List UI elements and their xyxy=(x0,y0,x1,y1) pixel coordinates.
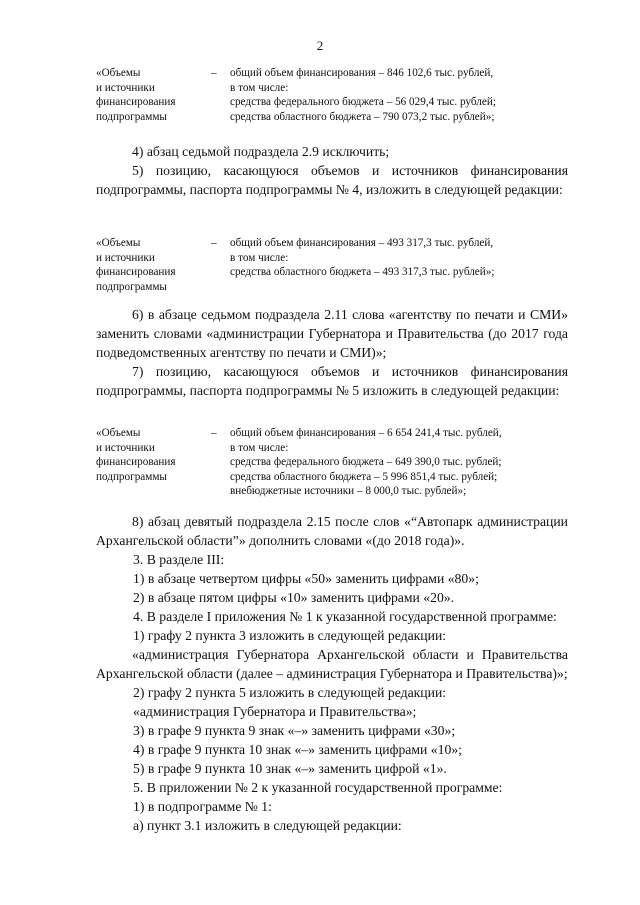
passport-values xyxy=(230,66,570,124)
list-item: 5. В приложении № 2 к указанной государственной программе: xyxy=(133,780,503,795)
paragraph: 6) в абзаце седьмом подраздела 2.11 слова «агентству по печати и СМИ» заменить словами «администрации Губернатора и Правительства (до 2017 года подведомственных агентству по печати и СМИ)»; xyxy=(96,307,568,360)
passport-value-line: общий объем финансирования – 6 654 241,4 тыс. рублей, xyxy=(230,427,502,439)
text-block-2 xyxy=(96,305,568,400)
passport-label-line: финансирования xyxy=(96,266,176,279)
paragraph: 5) позицию, касающуюся объемов и источников финансирования подпрограммы, паспорта подпрограммы № 4, изложить в следующей редакции: xyxy=(96,163,568,197)
passport-value-line: средства федерального бюджета – 649 390,0 тыс. рублей; xyxy=(230,456,502,469)
passport-label-line: «Объемы xyxy=(96,67,141,79)
quote-paragraph: «администрация Губернатора Архангельской области и Правительства Архангельской области (далее – администрация Губернатора и Правительства)»; xyxy=(96,647,568,681)
list-item: 3) в графе 9 пункта 9 знак «–» заменить цифрами «30»; xyxy=(133,723,456,738)
passport-value-line: общий объем финансирования – 493 317,3 тыс. рублей, xyxy=(230,237,494,249)
passport-block-1 xyxy=(96,66,566,126)
passport-value-line: общий объем финансирования – 846 102,6 тыс. рублей, xyxy=(230,67,494,79)
passport-label-line: финансирования xyxy=(96,96,176,109)
passport-values xyxy=(230,236,570,280)
passport-values xyxy=(230,426,570,499)
list-item: «администрация Губернатора и Правительства»; xyxy=(133,704,417,719)
passport-label-line: и источники xyxy=(96,441,155,454)
passport-dash: – xyxy=(211,67,217,79)
list-item: а) пункт 3.1 изложить в следующей редакции: xyxy=(133,818,402,833)
passport-label-line: подпрограммы xyxy=(96,470,167,483)
passport-value-line: средства областного бюджета – 790 073,2 тыс. рублей»; xyxy=(230,110,495,123)
passport-value-line: средства областного бюджета – 5 996 851,4 тыс. рублей; xyxy=(230,470,498,483)
text-block-3 xyxy=(96,512,568,835)
passport-value-line: в том числе: xyxy=(230,251,289,264)
passport-label-line: подпрограммы xyxy=(96,280,167,293)
page-number: 2 xyxy=(316,38,324,53)
passport-value-line: средства федерального бюджета – 56 029,4 тыс. рублей; xyxy=(230,96,496,109)
passport-label xyxy=(96,66,216,124)
list-item: 2) в абзаце пятом цифры «10» заменить цифрами «20». xyxy=(133,590,455,605)
passport-label-line: и источники xyxy=(96,81,155,94)
paragraph: 7) позицию, касающуюся объемов и источников финансирования подпрограммы, паспорта подпрограммы № 5 изложить в следующей редакции: xyxy=(96,364,568,398)
passport-label xyxy=(96,426,216,484)
passport-dash: – xyxy=(211,237,217,249)
passport-label-line: и источники xyxy=(96,251,155,264)
passport-value-line: внебюджетные источники – 8 000,0 тыс. рублей»; xyxy=(230,485,467,498)
passport-dash: – xyxy=(211,427,217,439)
passport-label-line: финансирования xyxy=(96,456,176,469)
list-item: 1) в подпрограмме № 1: xyxy=(133,799,272,814)
text-block-1 xyxy=(96,142,568,199)
list-item: 3. В разделе III: xyxy=(133,552,225,567)
passport-value-line: в том числе: xyxy=(230,441,289,454)
list-item: 1) в абзаце четвертом цифры «50» заменить цифрами «80»; xyxy=(133,571,479,586)
passport-label xyxy=(96,236,216,294)
passport-label-line: «Объемы xyxy=(96,427,141,439)
passport-value-line: в том числе: xyxy=(230,81,289,94)
paragraph: 4) абзац седьмой подраздела 2.9 исключить; xyxy=(132,144,390,159)
passport-label-line: подпрограммы xyxy=(96,110,167,123)
list-item: 4. В разделе I приложения № 1 к указанной государственной программе: xyxy=(133,609,557,624)
list-item: 1) графу 2 пункта 3 изложить в следующей редакции: xyxy=(133,628,447,643)
passport-block-2 xyxy=(96,236,566,296)
paragraph: 8) абзац девятый подраздела 2.15 после слов «“Автопарк администрации Архангельской области”» дополнить словами «(до 2018 года)». xyxy=(96,514,568,548)
passport-block-3 xyxy=(96,426,566,502)
list-item: 2) графу 2 пункта 5 изложить в следующей редакции: xyxy=(133,685,447,700)
list-item: 5) в графе 9 пункта 10 знак «–» заменить цифрой «1». xyxy=(133,761,447,776)
passport-label-line: «Объемы xyxy=(96,237,141,249)
list-item: 4) в графе 9 пункта 10 знак «–» заменить цифрами «10»; xyxy=(133,742,462,757)
passport-value-line: средства областного бюджета – 493 317,3 тыс. рублей»; xyxy=(230,266,495,279)
